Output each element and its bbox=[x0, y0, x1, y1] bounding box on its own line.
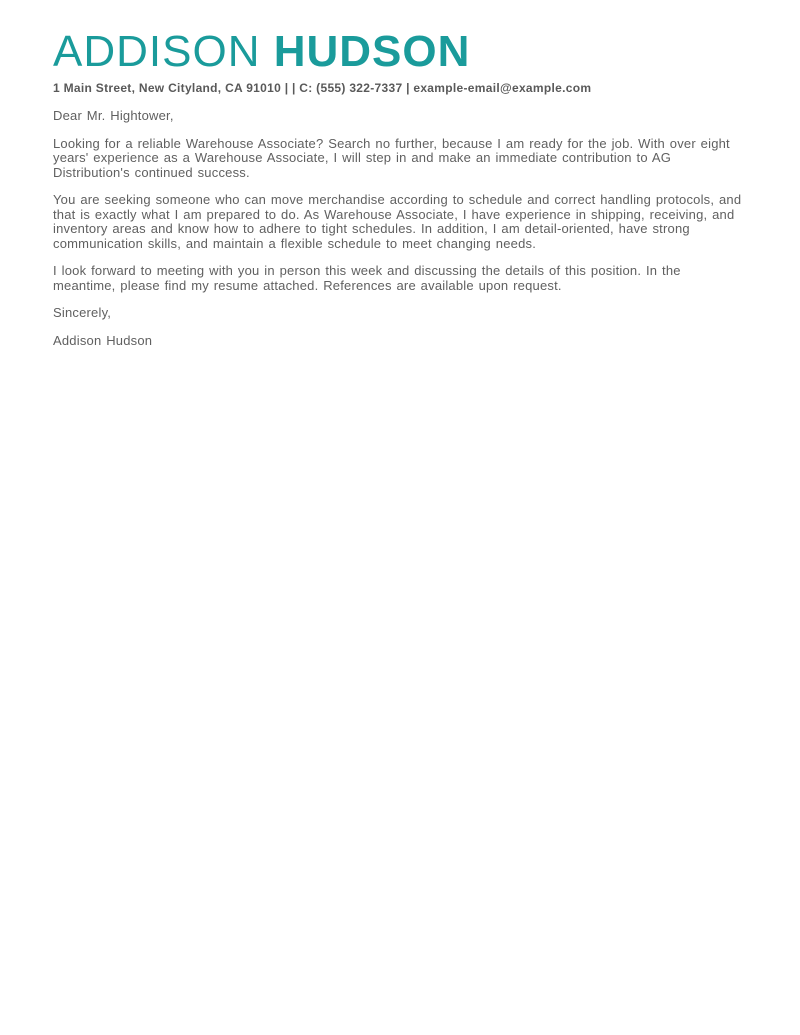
salutation: Dear Mr. Hightower, bbox=[53, 108, 174, 123]
paragraph-follow-up: I look forward to meeting with you in person this week and discussing the details of this position. In the meantime, please find my resume attached. References are available upon request. bbox=[53, 263, 681, 293]
contact-info-line: 1 Main Street, New Cityland, CA 91010 | | C: (555) 322-7337 | example-email@example.com bbox=[53, 81, 592, 95]
applicant-last-name: HUDSON bbox=[273, 27, 471, 76]
paragraph-qualifications: You are seeking someone who can move merchandise according to schedule and correct handling protocols, and that is exactly what I am prepared to do. As Warehouse Associate, I have experience in shipping, receiving, and inventory areas and know how to adhere to tight schedules. In addition, I am detail-oriented, have strong communication skills, and maintain a flexible schedule to meet changing needs. bbox=[53, 192, 742, 251]
paragraph-intro: Looking for a reliable Warehouse Associate? Search no further, because I am ready for the job. With over eight years' experience as a Warehouse Associate, I will step in and make an immediate contribution to AG Distribution's continued success. bbox=[53, 135, 730, 180]
signature-name: Addison Hudson bbox=[53, 332, 153, 348]
applicant-first-name: ADDISON bbox=[53, 27, 261, 76]
closing: Sincerely, bbox=[53, 305, 112, 320]
letter-body bbox=[53, 109, 745, 348]
page-title bbox=[53, 27, 745, 76]
